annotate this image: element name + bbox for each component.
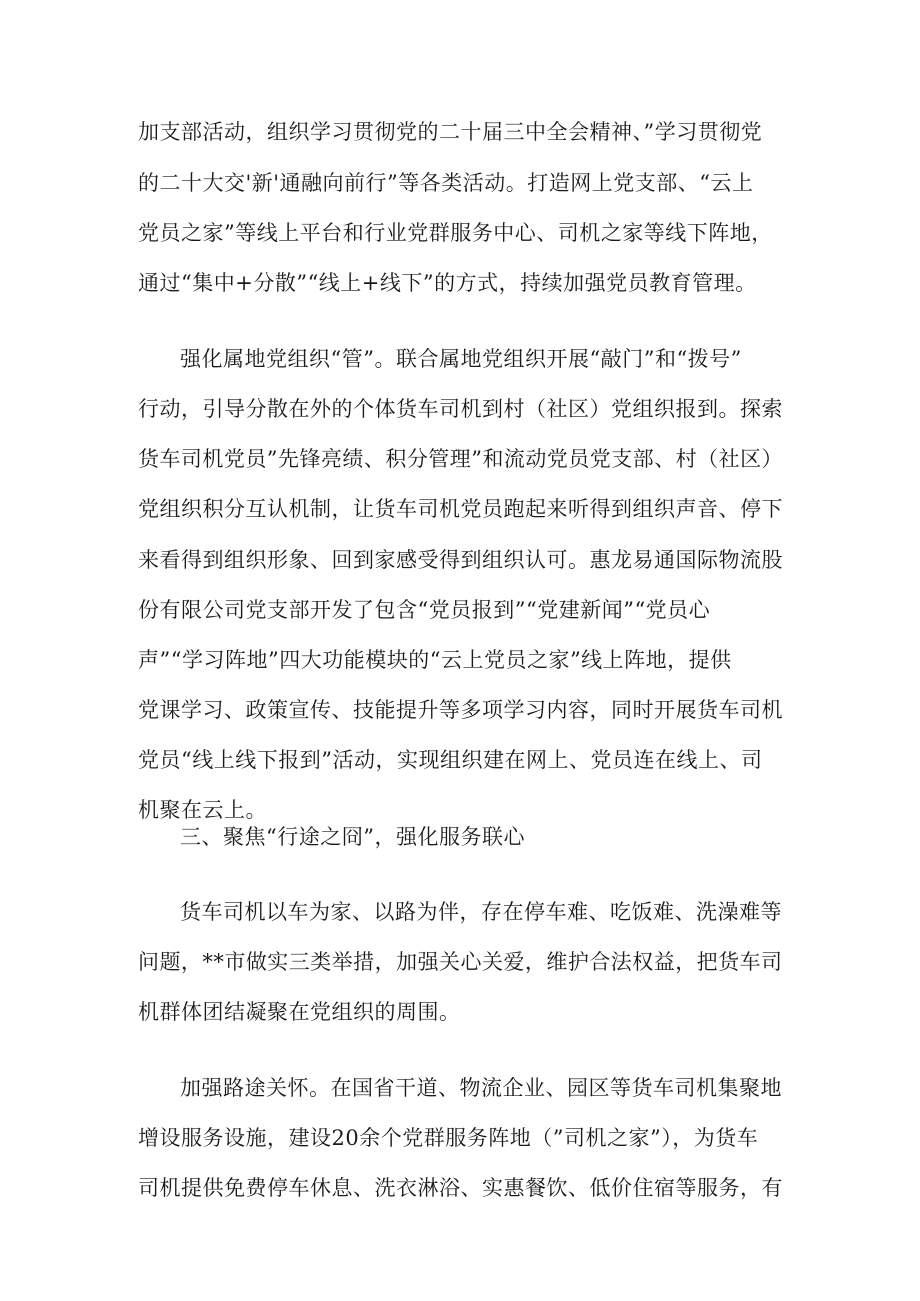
text-line: 问题，**市做实三类举措，加强关心关爱，维护合法权益，把货车司	[138, 950, 783, 974]
text-line: 份有限公司党支部开发了包含“党员报到”“党建新闻”“党员心	[138, 598, 711, 622]
text-line: 加强路途关怀。在国省干道、物流企业、园区等货车司机集聚地	[180, 1076, 782, 1100]
text-line: 机聚在云上。	[138, 798, 267, 822]
text-line: 货车司机以车为家、以路为伴，存在停车难、吃饭难、洗澡难等	[180, 900, 782, 924]
text-line: 机群体团结凝聚在党组织的周围。	[138, 1000, 461, 1024]
text-line: 党员之家”等线上平台和行业党群服务中心、司机之家等线下阵地，	[138, 221, 773, 245]
text-line: 党课学习、政策宣传、技能提升等多项学习内容，同时开展货车司机	[138, 698, 783, 722]
text-line: 来看得到组织形象、回到家感受得到组织认可。惠龙易通国际物流股	[138, 548, 783, 572]
text-line: 的二十大交'新'通融向前行”等各类活动。打造网上党支部、“云上	[138, 171, 754, 195]
text-line: 党员“线上线下报到”活动，实现组织建在网上、党员连在线上、司	[138, 748, 763, 772]
section-heading-text: 三、聚焦“行途之冏”，强化服务联心	[180, 825, 525, 849]
text-line: 加支部活动，组织学习贯彻党的二十届三中全会精神、”学习贯彻党	[138, 120, 763, 144]
text-line: 声”“学习阵地”四大功能模块的“云上党员之家”线上阵地，提供	[138, 648, 732, 672]
text-line: 增设服务设施，建设20余个党群服务阵地（”司机之家”），为货车	[138, 1126, 759, 1150]
text-line: 司机提供免费停车休息、洗衣淋浴、实惠餐饮、低价住宿等服务，有	[138, 1176, 783, 1200]
text-line: 行动，引导分散在外的个体货车司机到村（社区）党组织报到。探索	[138, 397, 783, 421]
text-line: 强化属地党组织“管”。联合属地党组织开展“敲门”和“拨号”	[180, 347, 742, 371]
text-line: 通过“集中+分散”“线上+线下”的方式，持续加强党员教育管理。	[138, 271, 757, 295]
text-line: 党组织积分互认机制，让货车司机党员跑起来听得到组织声音、停下	[138, 497, 783, 521]
text-line: 货车司机党员”先锋亮绩、积分管理”和流动党员党支部、村（社区）	[138, 447, 784, 471]
